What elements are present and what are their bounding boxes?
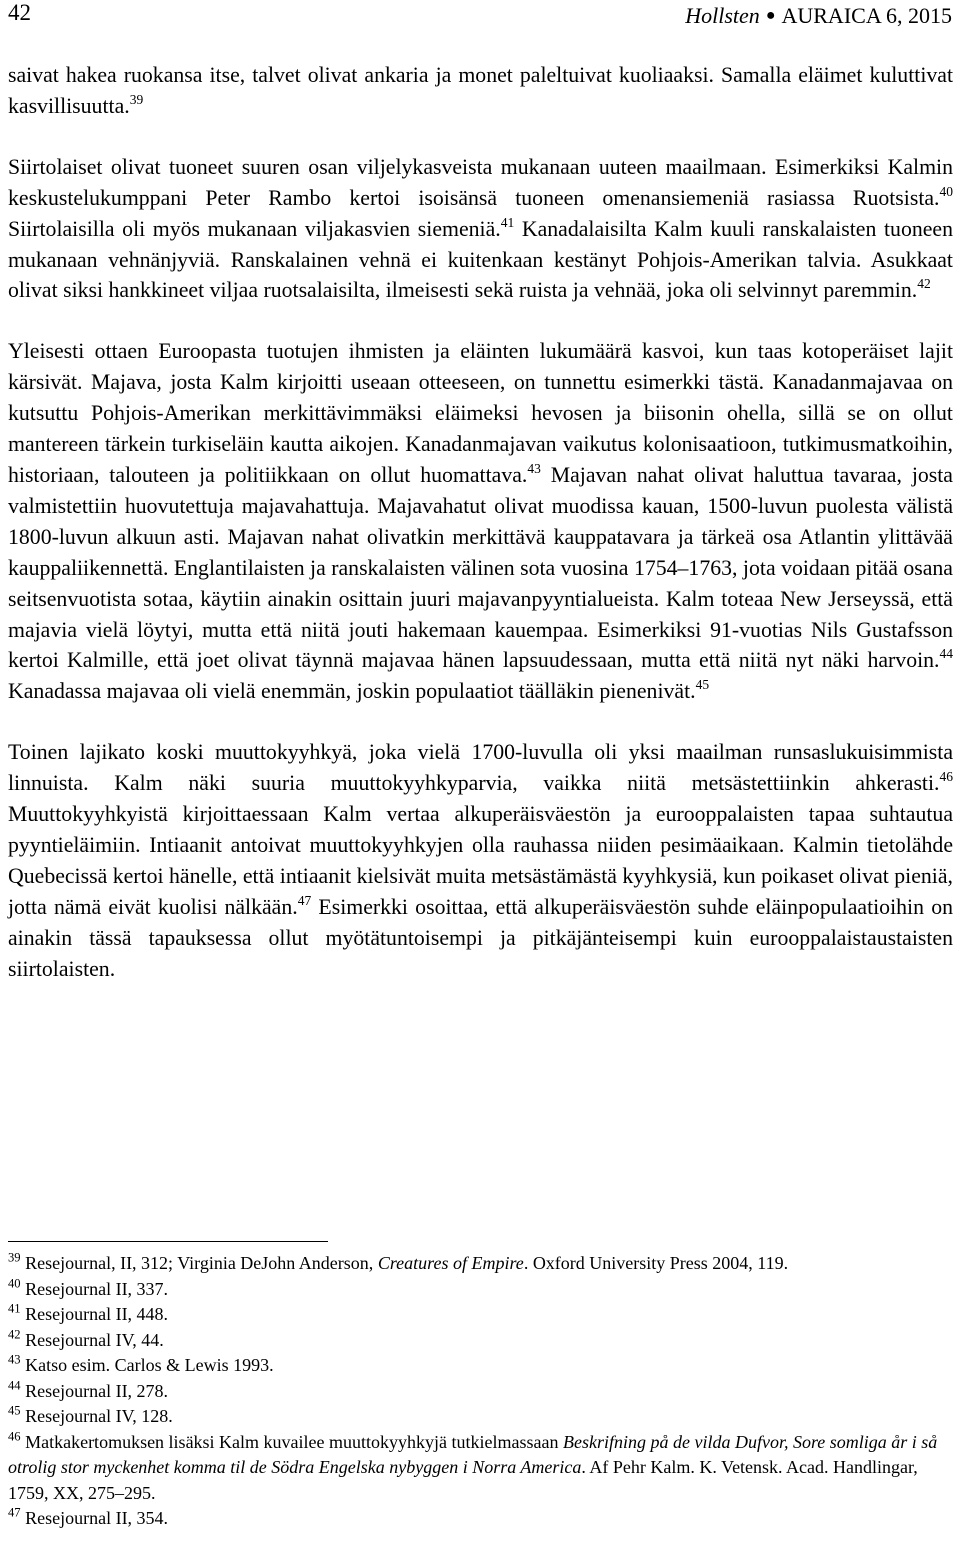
footnote [8, 1404, 953, 1430]
text-run: Resejournal II, 337. [20, 1278, 169, 1299]
text-run: Siirtolaiset olivat tuoneet suuren osan viljelykasveista mukanaan uuteen maailmaan. Esimerkiksi Kalmin keskustelukumppani Peter Rambo kertoi isoisänsä tuoneen omenansiemeniä rasiassa Ruotsista. [8, 154, 953, 210]
footnote-ref: 46 [939, 769, 953, 785]
text-run: Resejournal II, 278. [20, 1380, 169, 1401]
footnote-ref: 41 [500, 214, 515, 230]
footnote [8, 1506, 953, 1532]
paragraph-1 [8, 60, 953, 122]
text-run: Siirtolaisilla oli myös mukanaan viljakasvien siemeniä. [8, 216, 501, 241]
text-run: Resejournal II, 448. [20, 1304, 169, 1324]
footnote-ref: 44 [8, 1377, 21, 1392]
body-text [8, 60, 953, 984]
text-run: Matkakertomuksen lisäksi Kalm kuvailee muuttokyyhkyjä tutkielmassaan [20, 1431, 563, 1452]
text-run: Majavan nahat olivat haluttua tavaraa, josta valmistettiin huovutettuja majavahattuja. Majavahatut olivat muodissa kauan, 1500-luvun puolesta välistä 1800-luvun alkuun asti. Majavan nahat olivatkin merkittävä kauppatavara ja tärkeä osa Atlantin ylittävää kauppaliikennettä. Englantilaisten ja ranskalaisten välinen sota vuosina 1754–1763, jota voidaan pitää osana seitsenvuotista sotaa, käytiin ainakin osittain juuri majavanpyyntialueista. Kalm toteaa New Jerseyssä, että majavia vielä löytyi, mutta että niitä jouti hakemaan kauempaa. Esimerkiksi 91-vuotias Nils Gustafsson kertoi Kalmille, että joet olivat täynnä majavaa hänen lapsuudessaan, mutta että niitä nyt näki harvoin. [8, 462, 953, 673]
bullet-separator-icon: ● [765, 7, 776, 24]
footnote-divider [8, 1241, 328, 1242]
footnotes [8, 1251, 953, 1532]
footnote-ref: 43 [527, 461, 541, 477]
italic-text: Creatures of Empire [377, 1253, 524, 1273]
running-head-journal: AURAICA 6, 2015 [781, 3, 952, 28]
footnote-ref: 47 [8, 1505, 21, 1520]
footnote-ref: 46 [8, 1428, 21, 1443]
footnote-ref: 45 [8, 1403, 21, 1418]
text-run: Resejournal IV, 44. [20, 1329, 164, 1350]
paragraph-2 [8, 152, 953, 307]
running-head [685, 3, 952, 29]
footnote [8, 1251, 953, 1277]
paragraph-3 [8, 336, 953, 707]
italic-text: Beskrifning på de vilda Dufvor, Sore somliga år i så otrolig stor myckenhet komma til de Södra Engelska nybyggen i Norra America [8, 1431, 938, 1477]
footnote-ref: 43 [8, 1352, 21, 1367]
footnote [8, 1430, 953, 1507]
text-run: Toinen lajikato koski muuttokyyhkyä, joka vielä 1700-luvulla oli yksi maailman runsaslukuisimmista linnuista. Kalm näki suuria muuttokyyhkyparvia, vaikka niitä metsästettiinkin ahkerasti. [8, 740, 953, 796]
footnote [8, 1328, 953, 1354]
footnote-ref: 44 [939, 646, 953, 662]
text-run: saivat hakea ruokansa itse, talvet olivat ankaria ja monet paleltuivat kuoliaaksi. Samalla eläimet kuluttivat kasvillisuutta. [8, 63, 953, 118]
text-run: Kanadalaisilta Kalm kuuli ranskalaisten tuoneen mukanaan vehnänjyviä. Ranskalainen vehnä ei kuitenkaan kestänyt Pohjois-Amerikan talvia. Asukkaat olivat siksi hankkineet viljaa ruotsalaisilta, ilmeisesti sekä ruista ja vehnää, joka oli selvinnyt paremmin. [8, 216, 953, 303]
footnote-ref: 40 [939, 183, 953, 199]
text-run: . Oxford University Press 2004, 119. [523, 1253, 789, 1273]
running-head-author: Hollsten [685, 3, 760, 28]
footnote [8, 1379, 953, 1405]
page-number: 42 [8, 0, 31, 25]
page-header [8, 0, 952, 32]
text-run: Muuttokyyhkyistä kirjoittaessaan Kalm vertaa alkuperäisväestön ja eurooppalaisten tapaa suhtautua pyyntieläimiin. Intiaanit antoivat muuttokyyhkyjen olla rauhassa niiden pesimäaikaan. Kalmin tietolähde Quebecissä kertoi hänelle, että intiaanit kielsivät muita metsästämästä kyyhkysiä, kun poikaset olivat pieniä, jotta nämä eivät kuolisi nälkään. [8, 802, 953, 919]
text-run: Kanadassa majavaa oli vielä enemmän, joskin populaatiot täälläkin pienenivät. [8, 679, 696, 704]
text-run: Resejournal, II, 312; Virginia DeJohn Anderson, [20, 1253, 378, 1273]
footnote-ref: 39 [8, 1250, 21, 1265]
text-run: Katso esim. Carlos & Lewis 1993. [20, 1355, 274, 1375]
text-run: . Af Pehr Kalm. K. Vetensk. Acad. Handlingar, 1759, XX, 275–295. [8, 1457, 918, 1503]
footnote-ref: 42 [8, 1326, 21, 1341]
footnote [8, 1277, 953, 1303]
footnote-ref: 41 [8, 1301, 21, 1316]
footnote [8, 1302, 953, 1328]
text-run: Resejournal IV, 128. [20, 1406, 173, 1426]
footnote [8, 1353, 953, 1379]
text-run: Yleisesti ottaen Euroopasta tuotujen ihmisten ja eläinten lukumäärä kasvoi, kun taas kotoperäiset lajit kärsivät. Majava, josta Kalm kirjoitti useaan otteeseen, on tunnettu esimerkki tästä. Kanadanmajavaa on kutsuttu Pohjois-Amerikan merkittävimmäksi eläimeksi hevosen ja biisonin ohella, sillä se on ollut mantereen tärkein turkiseläin kautta aikojen. Kanadanmajavan vaikutus kolonisaatioon, tutkimusmatkoihin, historiaan, talouteen ja politiikkaan on ollut huomattava. [8, 339, 953, 487]
footnote-ref: 42 [917, 276, 931, 292]
text-run: Resejournal II, 354. [20, 1508, 169, 1528]
footnote-ref: 40 [8, 1275, 21, 1290]
footnote-ref: 47 [297, 892, 312, 908]
footnote-ref: 39 [129, 92, 144, 108]
footnote-ref: 45 [695, 677, 710, 693]
paragraph-4 [8, 737, 953, 984]
text-run: Esimerkki osoittaa, että alkuperäisväestön suhde eläinpopulaatioihin on ainakin tässä tapauksessa ollut myötätuntoisempi ja pitkäjänteisempi kuin eurooppalaistaustaisten siirtolaisten. [8, 894, 953, 981]
